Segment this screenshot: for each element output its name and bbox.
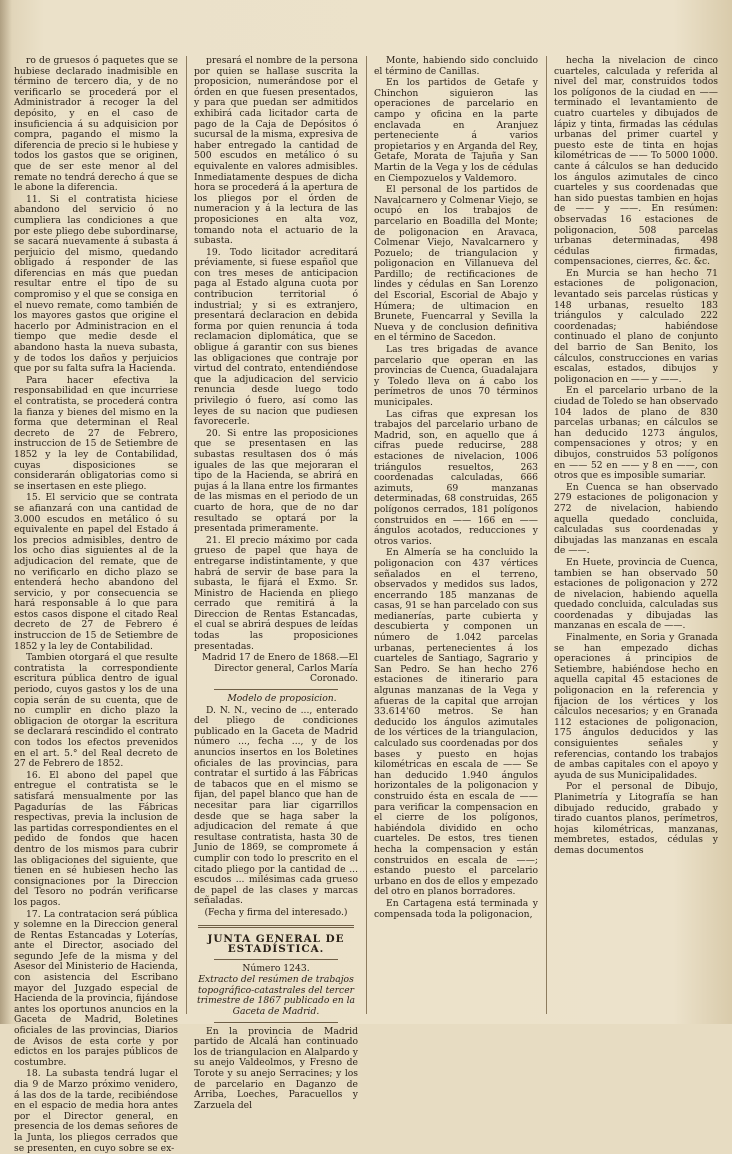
paragraph: En Cartagena está terminada y compensada toda la poligonacion,: [374, 897, 538, 920]
paragraph: Las cifras que expresan los trabajos del parcelario urbano de Madrid, son, en aquello que á cifras puede reducirse, 288 estaciones de nivelacion, 1006 triángulos resueltos, 263 coordenadas calculadas, 666 azimuts, 69 manzanas determinadas, 68 construidas, 265 polígonos cerrados, 181 polígonos construidos en —— 166 en —— ángulos acotados, reducciones y otros varios.: [374, 408, 538, 547]
signature-line: Madrid 17 de Enero de 1868.—El Director general, Carlos María Coronado.: [201, 652, 358, 685]
model-title: Modelo de proposicion.: [227, 693, 337, 705]
paragraph: En Huete, provincia de Cuenca, tambien se han observado 50 estaciones de poligonacion y 272 de nivelacion, habiendo aquella quedado concluida, calculadas sus coordenadas y dibujadas las manzanas en escala de ——.: [554, 556, 718, 632]
columns: [14, 55, 718, 1154]
column-1: [14, 55, 178, 1154]
divider: [214, 1022, 338, 1023]
column-4: [546, 56, 718, 1014]
paragraph: El personal de los partidos de Navalcarnero y Colmenar Viejo, se ocupó en los trabajos de parcelario en Boadilla del Monte; de poligonacion en Aravaca, Colmenar Viejo, Navalcarnero y Pozuelo; de triangulacion y poligonacion en Villanueva del Pardillo; de rectificaciones de lindes y cédulas en San Lorenzo del Escorial, Escorial de Abajo y Húmera; de ultimacion en Brunete, Fuencarral y Sevilla la Nueva y de conclusion definitiva en el término de Sacedon.: [374, 184, 538, 344]
paragraph: En el parcelario urbano de la ciudad de Toledo se han observado 104 lados de plano de 830 parcelas urbanas; en cálculos se han deducido 1273 ángulos, compensaciones y otros; y en dibujos, construidos 53 polígonos en —— 52 en —— y 8 en ——, con otros que es imposible sumariar.: [554, 385, 718, 482]
paragraph: Por el personal de Dibujo, Planimetría y Litografía se han dibujado reducido, grabado y tirado cuantos planos, perímetros, hojas kilométricas, manzanas, membretes, estados, cédulas y demas documentos: [554, 781, 718, 856]
column-2: [186, 55, 358, 1111]
paragraph: Las tres brigadas de avance parcelario que operan en las provincias de Cuenca, Guadalajara y Toledo lleva on á cabo los perímetros de unos 70 términos municipales.: [374, 344, 538, 408]
paragraph: 11. Si el contratista hiciese abandono del servicio ó no cumpliera las condiciones a que por este pliego debe subordinarse, se sacará nuevamente á subasta á perjuicio del mismo, quedando obligado á responder de las diferencias en más que puedan resultar entre el tipo de su compromiso y el que se consiga en el nuevo remate, como también de los mayores gastos que origine el hacerlo por Administracion en el tiempo que medie desde el abandono hasta la nueva subasta, y de todos los daños y perjuicios que por su falta sufra la Hacienda.: [14, 193, 178, 375]
paragraph: En la provincia de Madrid partido de Alcalá han continuado los de triangulacion en Alalpardo y su anejo Valdeolmos, y Fresno de Torote y su anejo Serracines; y los de parcelario en Daganzo de Arriba, Loeches, Paracuellos y Zarzuela del: [194, 1025, 358, 1111]
extract-title: Extracto del resúmen de trabajos topográfico-catastrales del tercer trimestre de 1867 publicado en la Gaceta de Madrid.: [196, 974, 356, 1018]
paragraph: 21. El precio máximo por cada grueso de papel que haya de entregarse indistintamente, y que habrá de servir de base para la subasta, le fijará el Exmo. Sr. Ministro de Hacienda en pliego cerrado que remitirá á la Direccion de Rentas Estancadas, el cual se abrirá despues de leídas todas las proposiciones presentadas.: [194, 534, 358, 652]
paragraph: Monte, habiendo sido concluido el término de Canillas.: [374, 55, 538, 77]
paragraph: presará el nombre de la persona por quien se hallase suscrita la proposicion, numerándose por el órden en que fuesen presentados, y para que puedan ser admitidos exhibirá cada licitador carta de pago de la Caja de Depósitos ó sucursal de la misma, expresiva de haber entregado la cantidad de 500 escudos en metálico ó su equivalente en valores admisibles. Inmediatamente despues de dicha hora se procederá á la apertura de los pliegos por el órden de numeracion y á la lectura de las proposiciones en alta voz, tomando nota el actuario de la subasta.: [194, 55, 358, 247]
paragraph: En Cuenca se han observado 279 estaciones de poligonacion y 272 de nivelacion, habiendo aquella quedado concluida, calculadas sus coordenadas y dibujadas las manzanas en escala de ——.: [554, 481, 718, 557]
divider: [214, 689, 338, 690]
paragraph: 16. El abono del papel que entregue el contratista se le satisfará mensualmente por las Pagadurías de las Fábricas respectivas, previa la inclusion de las partidas correspondientes en el pedido de fondos que hacen dentro de los mismos para cubrir las obligaciones del siguiente, que tienen en sé hubiesen hecho las consignaciones por la Direccion del Tesoro no podrán verificarse los pagos.: [14, 769, 178, 908]
paragraph: 18. La subasta tendrá lugar el dia 9 de Marzo próximo venidero, á las dos de la tarde, recibiéndose en el espacio de media hora antes por el Director general, en presencia de los demas señores de la Junta, los pliegos cerrados que se presenten, en cuyo sobre se ex-: [14, 1068, 178, 1154]
paragraph: hecha la nivelacion de cinco cuarteles, calculada y referida al nivel del mar, construidos todos los polígonos de la ciudad en —— terminado el levantamiento de cuatro cuarteles y dibujados de lápiz y tinta, firmadas las cédulas urbanas del primer cuartel y puesto este de tinta en hojas kilométricas de —— To 5000 1000. cante á cálculos se han deducido los ángulos azimutales de cinco cuarteles y sus coordenadas que han sido puestas tambien en hojas de —— y ——. En resúmen: observadas 16 estaciones de poligonacion, 508 parcelas urbanas determinadas, 498 cédulas firmadas, compensaciones, cierres, &c. &c.: [554, 55, 718, 268]
column-3: [366, 56, 538, 1014]
paragraph: En Almería se ha concluido la poligonacion con 437 vértices señalados en el terreno, observados y medidos sus lados, encerrando 185 manzanas de casas, 91 se han parcelado con sus medianerías, parte cubierta y descubierta y componen un número de 1.042 parcelas urbanas, pertenecientes á los cuarteles de Santiago, Sagrario y San Pedro. Se han hecho 276 estaciones de itinerario para algunas manzanas de la Vega y afueras de la capital que arrojan 33.614'60 metros. Se han deducido los ángulos azimutales de los vértices de la triangulacion, calculado sus coordenadas por dos bases y puesto en hojas kilométricas en escala de —— Se han deducido 1.940 ángulos horizontales de la poligonacion y construido ésta en escala de —— para verificar la compensacion en el cierre de los polígonos, habiéndola dividido en ocho cuarteles. De estos, tres tienen hecha la compensacion y están construidos en escala de ——; estando puesto el parcelario urbano en dos de ellos y empezado del otro en planos borradores.: [374, 547, 538, 898]
paragraph: 17. La contratacion será pública y solemne en la Direccion general de Rentas Estancadas y Loterías, ante el Director, asociado del segundo Jefe de la misma y del Asesor del Ministerio de Hacienda, con asistencia del Escribano mayor del Juzgado especial de Hacienda de la provincia, fijándose antes los oportunos anuncios en la Gaceta de Madrid, Boletines oficiales de las provincias, Diarios de Avisos de esta corte y por edictos en los parajes públicos de costumbre.: [14, 908, 178, 1068]
junta-heading: JUNTA GENERAL DE ESTADÍSTICA.: [207, 932, 345, 956]
paragraph: En Murcia se han hecho 71 estaciones de poligonacion, levantado seis parcelas rústicas y 148 urbanas, resuelto 183 triángulos y calculado 222 coordenadas; habiéndose continuado el plano de conjunto del barrio de San Benito, los cálculos, construcciones en varias escalas, estados, dibujos y poligonacion en —— y ——.: [554, 267, 718, 385]
numero-label: Número 1243.: [242, 962, 310, 974]
paragraph: Para hacer efectiva la responsabilidad en que incurriese el contratista, se procederá contra la fianza y bienes del mismo en la forma que determinan el Real decreto de 27 de Febrero, instruccion de 15 de Setiembre de 1852 y la ley de Contabilidad, cuyas disposiciones se considerarán obligatorias como si se insertasen en este pliego.: [14, 374, 178, 492]
model-signature: (Fecha y firma del interesado.): [204, 906, 348, 918]
section-divider: [198, 925, 354, 928]
paragraph: En los partidos de Getafe y Chinchon siguieron las operaciones de parcelario en campo y oficina en la parte enclavada en Aranjuez perteneciente á varios propietarios y en Arganda del Rey, Getafe, Morata de Tajuña y San Martin de la Vega y los de cédulas en Ciempozuelos y Valdemoro.: [374, 77, 538, 184]
paragraph: Tambien otorgará el que resulte contratista la correspondiente escritura pública dentro de igual periodo, cuyos gastos y los de una copia serán de su cuenta, que de no cumplir en dicho plazo la obligacion de otorgar la escritura se declarará rescindido el contrato con todos los efectos prevenidos en el art. 5.° del Real decreto de 27 de Febrero de 1852.: [14, 652, 178, 770]
paragraph: 20. Si entre las proposiciones que se presentasen en las subastas resultasen dos ó más iguales de las que mejoraran el tipo de la Hacienda, se abrirá en pujas á la llana entre los firmantes de las mismas en el periodo de un cuarto de hora, que de no dar resultado se optará por la presentada primeramente.: [194, 427, 358, 535]
model-text: D. N. N., vecino de ..., enterado del pliego de condiciones publicado en la Gaceta de Madrid número ..., fecha ..., y de los anuncios insertos en los Boletines oficiales de las provincias, para contratar el surtido á las Fábricas de tabacos que en el mismo se fijan, del papel blanco que han de necesitar para liar cigarrillos desde que se haga saber la adjudicacion del remate á que resultase contratista, hasta 30 de Junio de 1869, se compromete á cumplir con todo lo prescrito en el citado pliego por la cantidad de ... escudos ... milésimas cada grueso de papel de las clases y marcas señaladas.: [194, 704, 358, 907]
paragraph: Finalmente, en Soria y Granada se han empezado dichas operaciones á principios de Setiembre, habiéndose hecho en aquella capital 45 estaciones de poligonacion en la referencia y fijacion de los vértices y los cálculos necesarios; y en Granada 112 estaciones de poligonacion, 175 ángulos deducidos y las consiguientes señales y referencias, contando los trabajos de ambas capitales con el apoyo y ayuda de sus Municipalidades.: [554, 632, 718, 781]
paragraph: ro de gruesos ó paquetes que se hubiese declarado inadmisible en término de tercero dia, y de no verificarlo se procederá por el Administrador á recoger la del depósito, y en el caso de insuficiencia á su adquisicion por compra, pagando el mismo la diferencia de precio si le hubiese y todos los gastos que se originen, que de ser este menor al del remate no tendrá derecho á que se le abone la diferencia.: [14, 55, 178, 194]
paragraph: 19. Todo licitador acreditará préviamente, si fuese español que con tres meses de anticipacion paga al Estado alguna cuota por contribucion territorial ó industrial; y si es extranjero, presentará declaracion en debida forma por quien renuncia á toda reclamacion diplomática, que se obligue á garantir con sus bienes las obligaciones que contraje por virtud del contrato, entendiéndose que la adjudicacion del servicio renuncia desde luego todo privilegio ó fuero, así como las leyes de su nacion que pudiesen favorecerle.: [194, 246, 358, 428]
page-fold-shadow: [0, 0, 12, 1024]
divider: [214, 959, 338, 960]
paragraph: 15. El servicio que se contrata se afianzará con una cantidad de 3.000 escudos en metálico ó su equivalente en papel del Estado á los precios admisibles, dentro de los ocho dias siguientes al de la adjudicacion del remate, que de no verificarlo en dicho plazo se entenderá hecho abandono del servicio, y por consecuencia se hará responsable á lo que para estos casos dispone el citado Real decreto de 27 de Febrero é instruccion de 15 de Setiembre de 1852 y la ley de Contabilidad.: [14, 492, 178, 652]
